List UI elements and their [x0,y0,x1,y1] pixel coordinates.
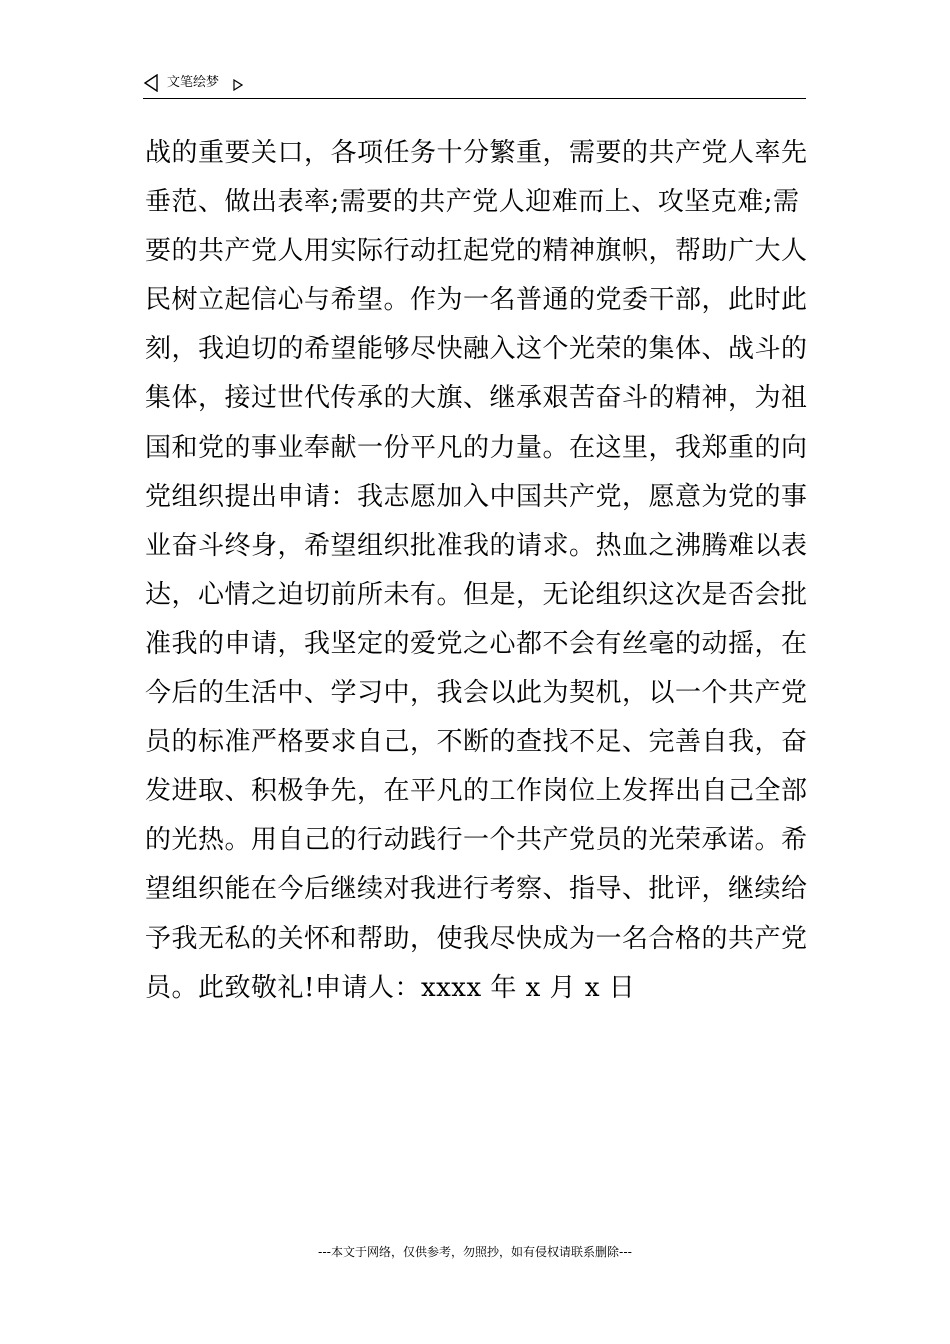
body-line: 业奋斗终身，希望组织批准我的请求。热血之沸腾难以表 [145,530,808,561]
body-line: 望组织能在今后继续对我进行考察、指导、批评，继续给 [145,874,808,905]
body-text [145,129,808,1013]
body-line: 的光热。用自己的行动践行一个共产党员的光荣承诺。希 [145,825,808,856]
body-line: 达，心情之迫切前所未有。但是，无论组织这次是否会批 [145,579,808,610]
body-line: 垂范、做出表率;需要的共产党人迎难而上、攻坚克难;需 [145,187,800,218]
left-triangle-icon [143,74,159,92]
body-line: 集体，接过世代传承的大旗、继承艰苦奋斗的精神，为祖 [145,383,808,414]
body-line: 发进取、积极争先，在平凡的工作岗位上发挥出自己全部 [145,776,808,807]
right-triangle-icon [233,76,243,88]
body-line: 予我无私的关怀和帮助，使我尽快成为一名合格的共产党 [145,923,808,954]
body-line: 刻，我迫切的希望能够尽快融入这个光荣的集体、战斗的 [145,334,808,365]
body-line: 今后的生活中、学习中，我会以此为契机，以一个共产党 [145,678,808,709]
body-line: 国和党的事业奉献一份平凡的力量。在这里，我郑重的向 [145,432,808,463]
footer-disclaimer: ---本文于网络，仅供参考，勿照抄，如有侵权请联系删除--- [318,1245,632,1259]
header-title: 文笔绘梦 [167,75,220,90]
body-line: 战的重要关口，各项任务十分繁重，需要的共产党人率先 [145,138,808,168]
page-header [143,70,806,99]
body-line: 准我的申请，我坚定的爱党之心都不会有丝毫的动摇，在 [145,628,808,659]
body-line: 员的标准严格要求自己，不断的查找不足、完善自我，奋 [145,727,808,758]
body-line: 党组织提出申请：我志愿加入中国共产党，愿意为党的事 [145,481,808,512]
body-line: 民树立起信心与希望。作为一名普通的党委干部，此时此 [145,285,808,316]
body-line: 员。此致敬礼!申请人：xxxx 年 x 月 x 日 [145,972,636,1003]
body-line: 要的共产党人用实际行动扛起党的精神旗帜，帮助广大人 [145,236,808,267]
